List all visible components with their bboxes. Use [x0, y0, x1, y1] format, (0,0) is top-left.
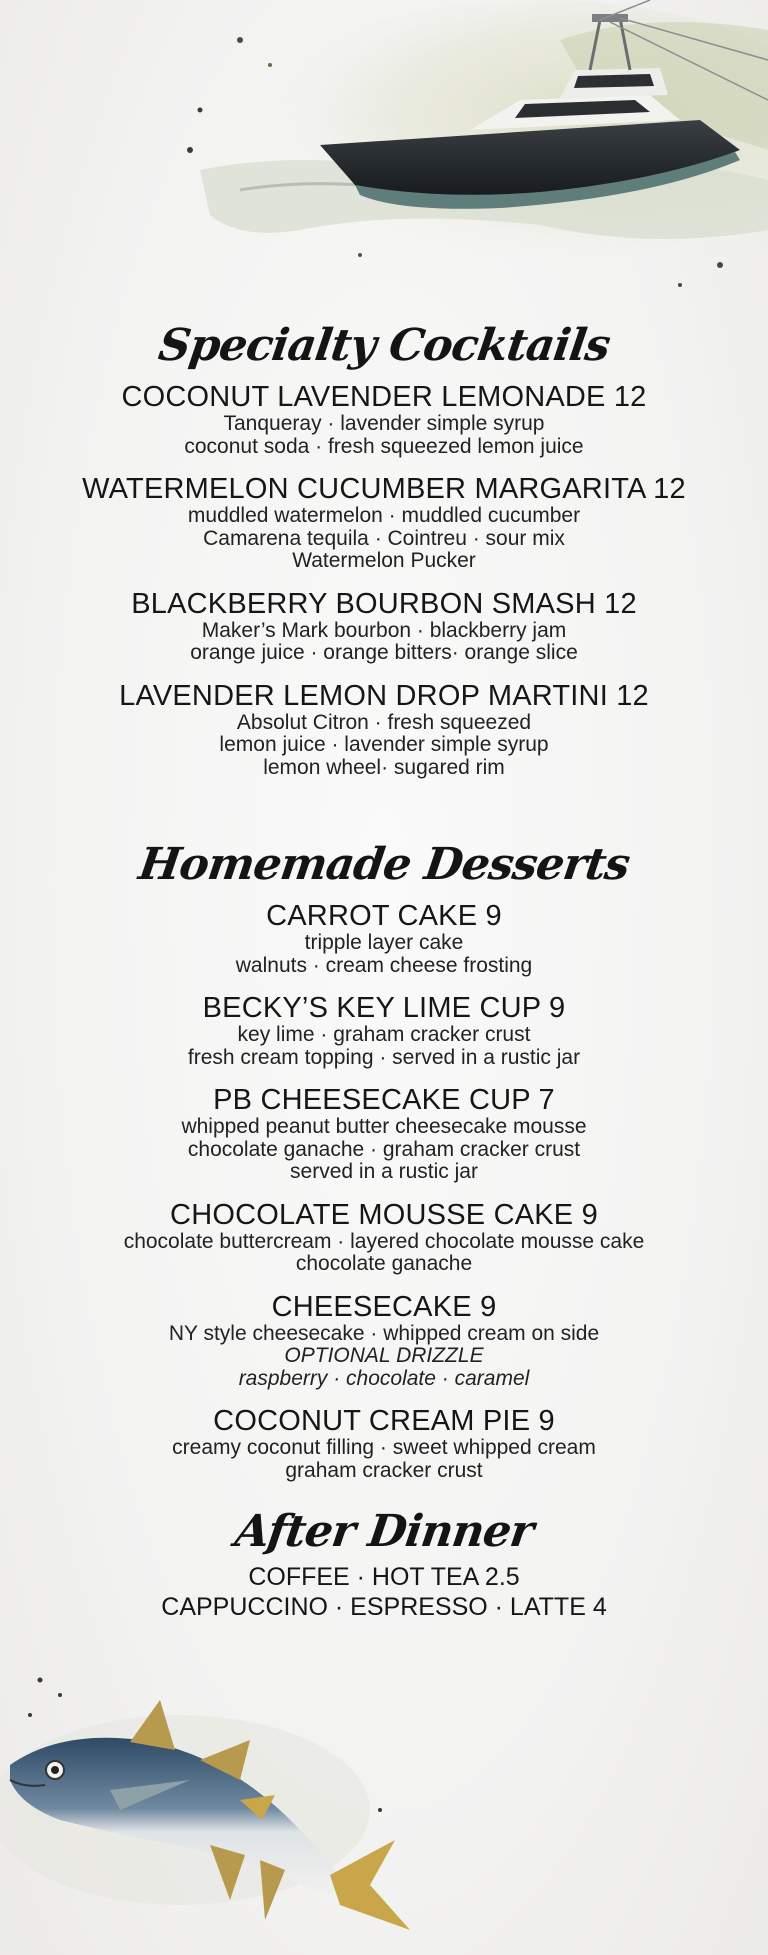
item-name: WATERMELON CUCUMBER MARGARITA 12 [82, 473, 686, 505]
item-desc: Maker’s Mark bourbon · blackberry jam [201, 618, 567, 642]
item-desc: chocolate ganache [295, 1252, 473, 1275]
item-name: BLACKBERRY BOURBON SMASH 12 [131, 587, 637, 620]
menu-item [0, 901, 768, 977]
sport-fishing-boat-illustration [180, 0, 768, 320]
item-desc: creamy coconut filling · sweet whipped cream [172, 1436, 596, 1459]
item-desc: coconut soda · fresh squeezed lemon juice [184, 434, 584, 458]
menu-item [0, 589, 768, 665]
menu-content [0, 320, 768, 1622]
item-desc: orange juice · orange bitters· orange slice [190, 641, 578, 664]
menu-item [0, 382, 768, 458]
item-name: COCONUT LAVENDER LEMONADE 12 [121, 381, 647, 413]
item-desc: tripple layer cake [304, 931, 464, 954]
item-desc: muddled watermelon · muddled cucumber [187, 504, 581, 527]
item-name: CHEESECAKE 9 [271, 1290, 497, 1323]
item-desc: Watermelon Pucker [292, 549, 476, 572]
after-dinner-line: CAPPUCCINO · ESPRESSO · LATTE 4 [161, 1593, 607, 1621]
tuna-fish-illustration [0, 1660, 420, 1955]
menu-item [0, 1085, 768, 1184]
after-dinner-line: COFFEE · HOT TEA 2.5 [248, 1563, 520, 1591]
menu-item [0, 993, 768, 1069]
item-name: COCONUT CREAM PIE 9 [213, 1405, 555, 1437]
item-desc: Tanqueray · lavender simple syrup [223, 412, 545, 435]
item-desc: Camarena tequila · Cointreu · sour mix [203, 526, 565, 550]
item-name: CARROT CAKE 9 [266, 900, 502, 932]
item-desc: fresh cream topping · served in a rustic jar [187, 1045, 581, 1069]
item-desc: key lime · graham cracker crust [237, 1023, 531, 1046]
item-desc-italic: OPTIONAL DRIZZLE [284, 1344, 484, 1367]
desserts-title: Homemade Desserts [135, 839, 633, 890]
item-desc: graham cracker crust [285, 1458, 483, 1482]
item-desc-italic: raspberry · chocolate · caramel [238, 1366, 530, 1390]
item-desc: NY style cheesecake · whipped cream on side [168, 1321, 600, 1345]
item-desc: chocolate buttercream · layered chocolate mousse cake [123, 1229, 645, 1253]
item-name: LAVENDER LEMON DROP MARTINI 12 [119, 679, 649, 712]
after-dinner-title: After Dinner [231, 1506, 537, 1557]
menu-item [0, 1200, 768, 1276]
item-desc: served in a rustic jar [290, 1160, 478, 1183]
item-desc: whipped peanut butter cheesecake mousse [181, 1115, 587, 1138]
item-desc: lemon wheel· sugared rim [263, 755, 505, 779]
item-desc: chocolate ganache · graham cracker crust [187, 1137, 581, 1161]
menu-item [0, 1406, 768, 1482]
item-desc: Absolut Citron · fresh squeezed [236, 710, 532, 734]
item-name: CHOCOLATE MOUSSE CAKE 9 [170, 1198, 598, 1231]
item-desc: lemon juice · lavender simple syrup [219, 733, 549, 756]
item-desc: walnuts · cream cheese frosting [235, 953, 533, 977]
menu-item [0, 1292, 768, 1391]
menu-item [0, 474, 768, 573]
cocktails-title: Specialty Cocktails [155, 320, 613, 371]
item-name: BECKY’S KEY LIME CUP 9 [202, 992, 566, 1024]
item-name: PB CHEESECAKE CUP 7 [213, 1084, 555, 1116]
menu-item [0, 681, 768, 780]
